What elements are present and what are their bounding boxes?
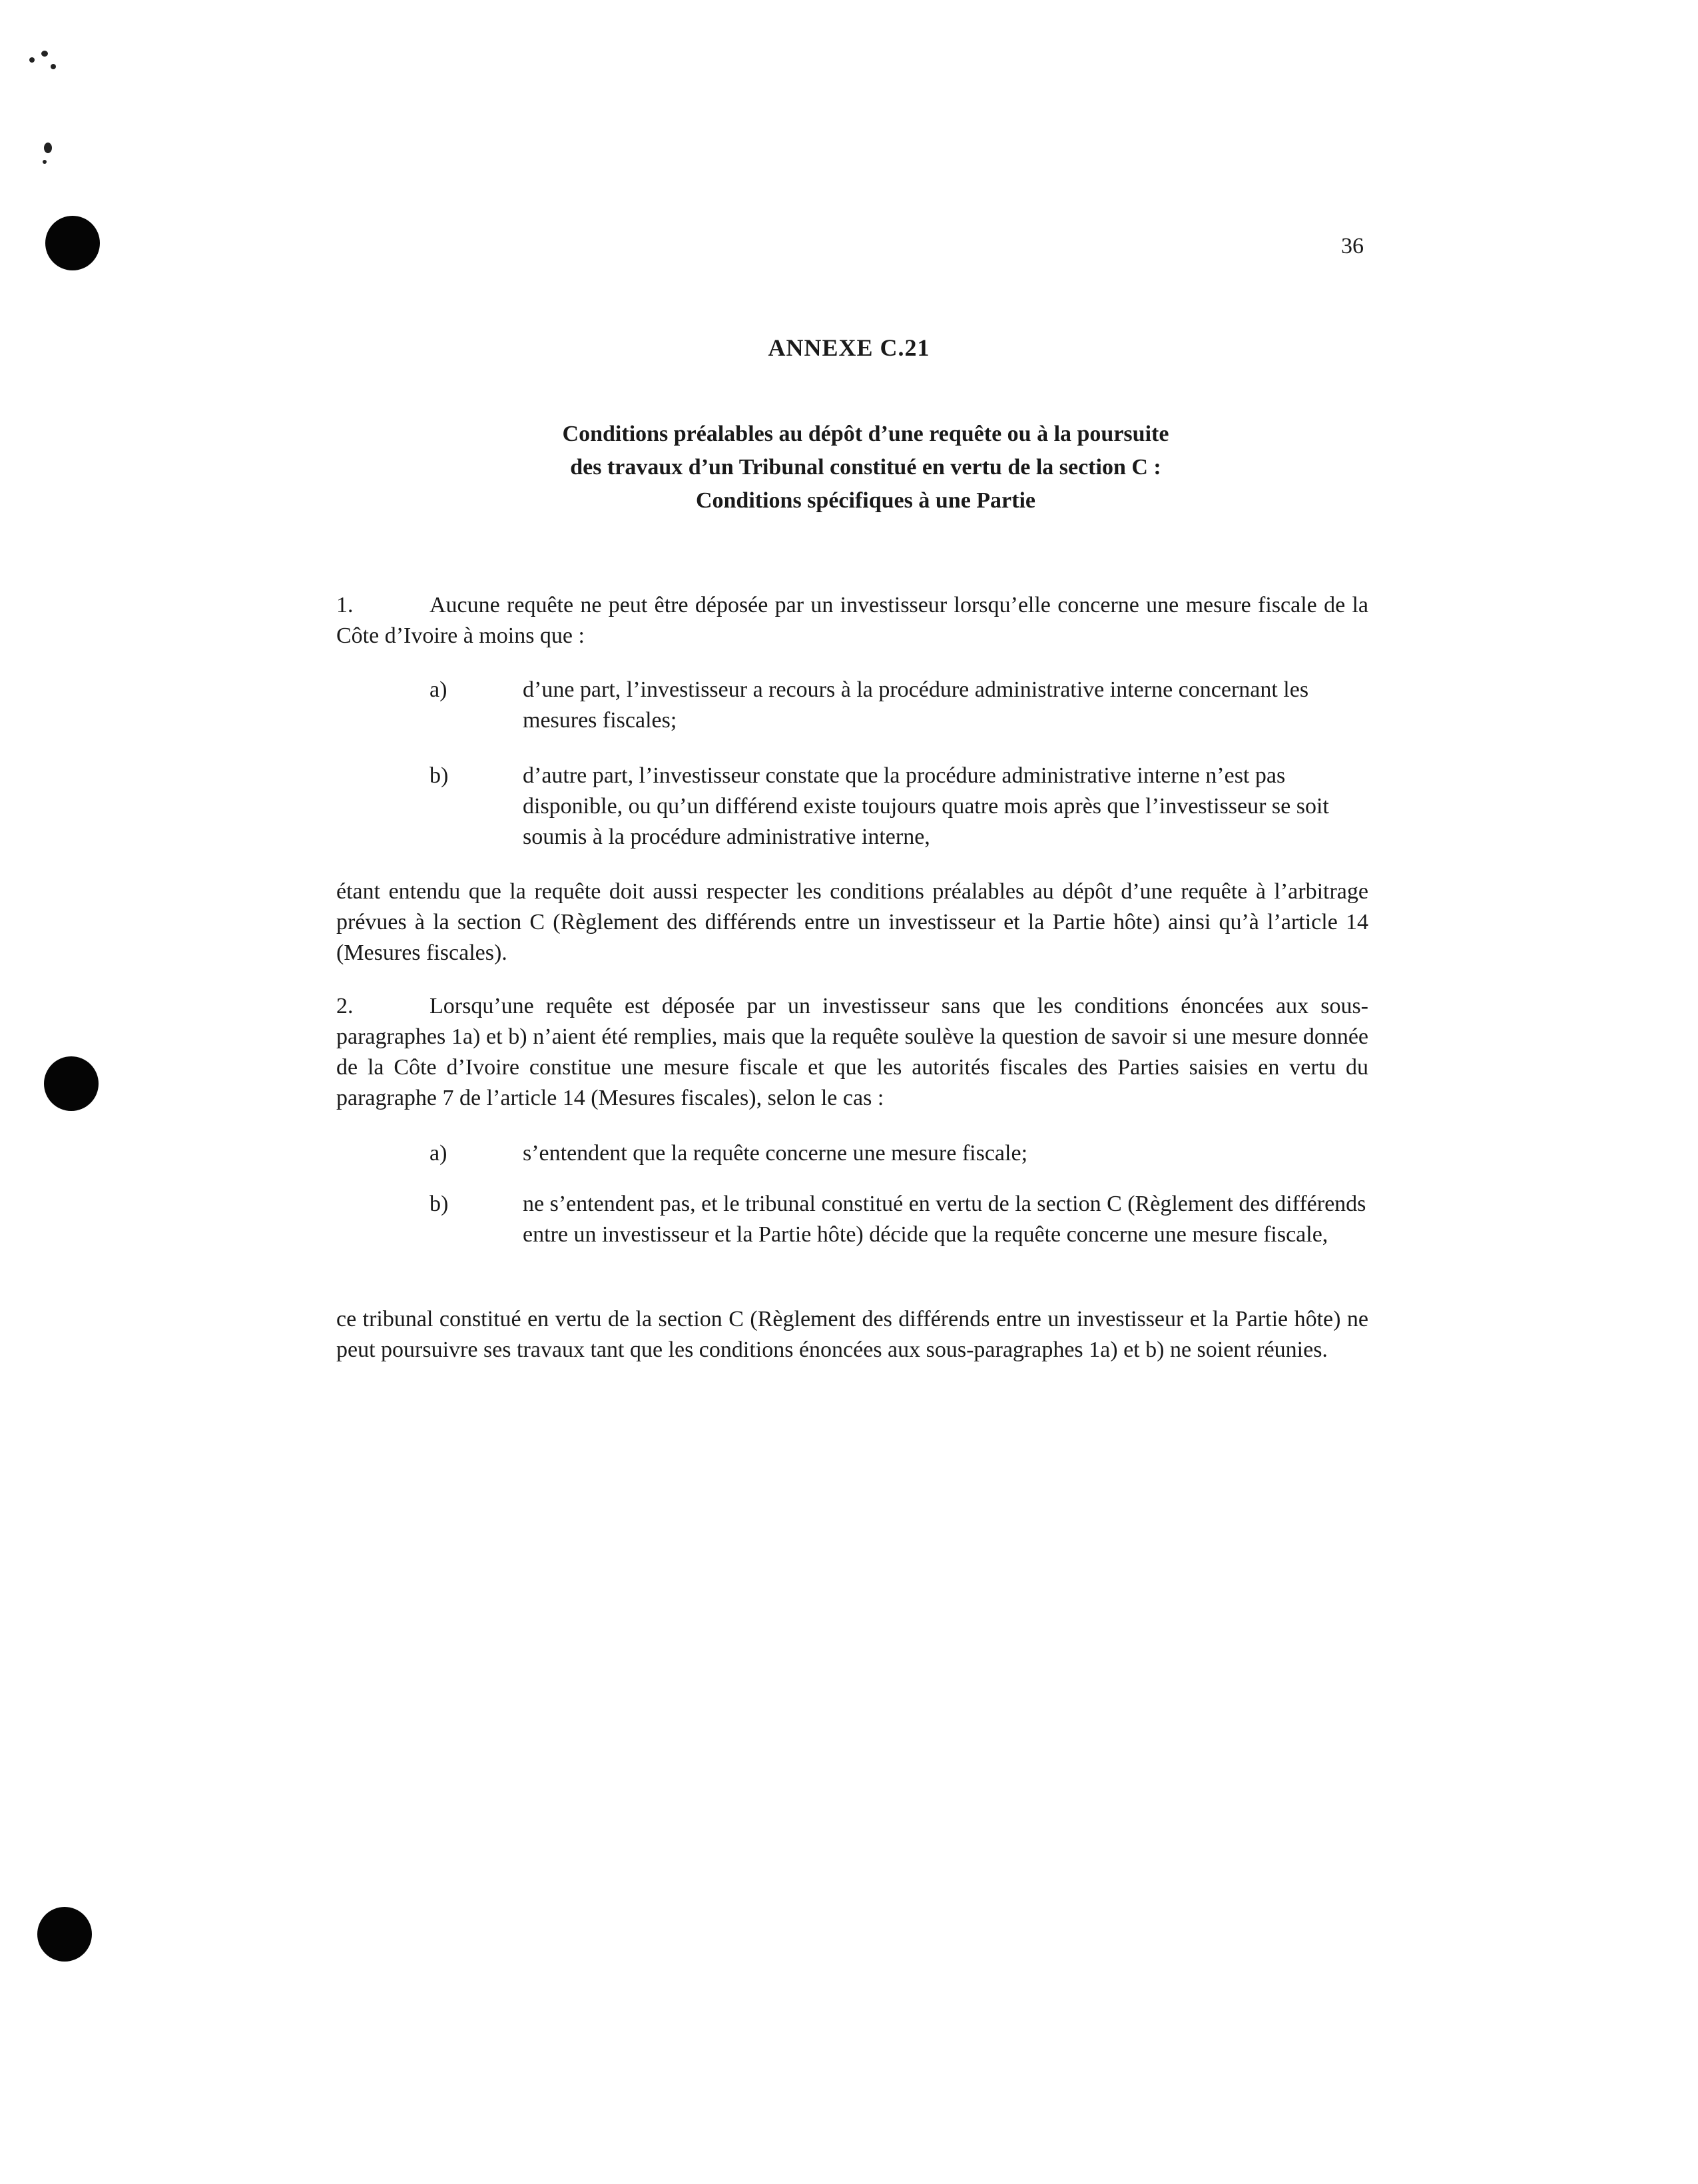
list-item-letter: a)	[429, 1141, 447, 1166]
paragraph-1	[336, 590, 1368, 651]
list-item-text: s’entendent que la requête concerne une mesure fiscale;	[523, 1141, 1028, 1166]
list-item-letter: b)	[429, 763, 449, 788]
subtitle-line: Conditions spécifiques à une Partie	[695, 488, 1036, 513]
punch-hole-top	[45, 216, 100, 270]
list-item-text: d’autre part, l’investisseur constate que la procédure administrative interne n’est pas disponible, ou qu’un différend existe toujours quatre mois après que l’investisseur se soit soumis à la procédure administrative interne,	[523, 763, 1329, 849]
paragraph-2	[336, 991, 1368, 1114]
punch-hole-bottom	[37, 1907, 92, 1962]
paragraph-1-closing: étant entendu que la requête doit aussi respecter les conditions préalables au dépôt d’une requête à l’arbitrage prévues à la section C (Règlement des différends entre un investisseur et la Partie hôte) ainsi qu’à l’article 14 (Mesures fiscales).	[336, 879, 1368, 965]
annex-subtitle	[466, 418, 1265, 518]
scan-speck	[29, 57, 35, 63]
page-number: 36	[1341, 234, 1364, 258]
paragraph-text: Aucune requête ne peut être déposée par un investisseur lorsqu’elle concerne une mesure fiscale de la Côte d’Ivoire à moins que :	[336, 593, 1368, 648]
scan-speck	[43, 160, 47, 164]
scan-speck	[44, 143, 52, 153]
scan-speck	[41, 51, 48, 57]
punch-hole-middle	[44, 1056, 99, 1111]
scan-speck	[51, 64, 56, 69]
paragraph-2-closing: ce tribunal constitué en vertu de la section C (Règlement des différends entre un investisseur et la Partie hôte) ne peut poursuivre ses travaux tant que les conditions énoncées aux sous-paragraphes 1a) et b) ne soient réunies.	[336, 1307, 1368, 1362]
paragraph-text: Lorsqu’une requête est déposée par un investisseur sans que les conditions énoncées aux sous-paragraphes 1a) et b) n’aient été remplies, mais que la requête soulève la question de savoir si une mesure donnée de la Côte d’Ivoire constitue une mesure fiscale et que les autorités fiscales des Parties saisies en vertu du paragraphe 7 de l’article 14 (Mesures fiscales), selon le cas :	[336, 994, 1368, 1110]
annex-title: ANNEXE C.21	[768, 334, 930, 361]
list-item-letter: b)	[429, 1192, 449, 1216]
subtitle-line: des travaux d’un Tribunal constitué en vertu de la section C :	[570, 455, 1161, 480]
list-item-text: ne s’entendent pas, et le tribunal constitué en vertu de la section C (Règlement des différends entre un investisseur et la Partie hôte) décide que la requête concerne une mesure fiscale,	[523, 1192, 1366, 1247]
list-item-text: d’une part, l’investisseur a recours à la procédure administrative interne concernant les mesures fiscales;	[523, 677, 1309, 733]
paragraph-number: 1.	[336, 593, 354, 617]
subtitle-line: Conditions préalables au dépôt d’une requête ou à la poursuite	[562, 422, 1169, 446]
list-item-letter: a)	[429, 677, 447, 702]
paragraph-number: 2.	[336, 994, 354, 1018]
